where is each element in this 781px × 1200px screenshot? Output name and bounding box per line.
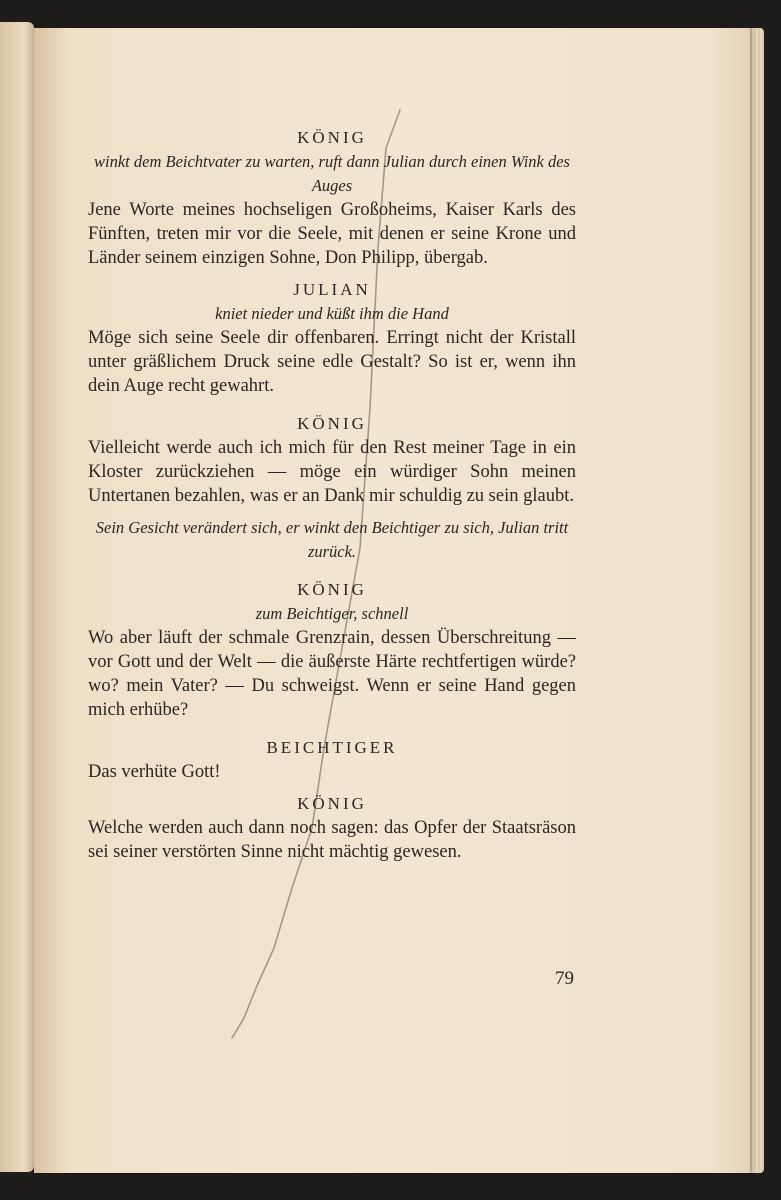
speech-text: Wo aber läuft der schmale Grenzrain, dessen Überschreitung — vor Gott und der Welt — die äußerste Härte rechtfertigen würde? wo? mein Vater? — Du schweigst. Wenn er seine Hand gegen mich erhübe?: [88, 628, 576, 720]
speech-text: Vielleicht werde auch ich mich für den Rest meiner Tage in ein Kloster zurückziehen — möge ein würdiger Sohn meinen Untertanen bezahlen, was er an Dank mir schuldig zu sein glaubt.: [88, 438, 576, 506]
page-number: 79: [555, 968, 574, 989]
speech-text: Möge sich seine Seele dir offenbaren. Erringt nicht der Kristall unter gräßlichem Druck seine edle Gestalt? So ist er, wenn ihn dein Auge recht gewahrt.: [88, 328, 576, 396]
speaker-name: KÖNIG: [297, 580, 367, 599]
book-page: [34, 28, 750, 1173]
stage-direction: winkt dem Beichtvater zu warten, ruft dann Julian durch einen Wink des Auges: [94, 152, 570, 195]
speaker-name: KÖNIG: [297, 128, 367, 147]
speaker-name: KÖNIG: [297, 414, 367, 433]
page-text: [88, 126, 576, 864]
facing-page-edge: [0, 22, 34, 1172]
stage-direction: zum Beichtiger, schnell: [255, 604, 409, 623]
stage-direction: kniet nieder und küßt ihm die Hand: [215, 304, 449, 323]
speech-text: Welche werden auch dann noch sagen: das Opfer der Staatsräson sei seiner verstörten Sinne nicht mächtig gewesen.: [88, 818, 576, 862]
speaker-name: KÖNIG: [297, 794, 367, 813]
speech-text: Jene Worte meines hochseligen Großoheims, Kaiser Karls des Fünften, treten mir vor die Seele, mit denen er seine Krone und Länder seinem einzigen Sohne, Don Philipp, übergab.: [88, 200, 576, 268]
speech-text: Das verhüte Gott!: [88, 762, 221, 782]
speaker-name: JULIAN: [293, 280, 371, 299]
stage-direction: Sein Gesicht verändert sich, er winkt den Beichtiger zu sich, Julian tritt zurück.: [95, 518, 569, 561]
speaker-name: BEICHTIGER: [266, 738, 398, 757]
